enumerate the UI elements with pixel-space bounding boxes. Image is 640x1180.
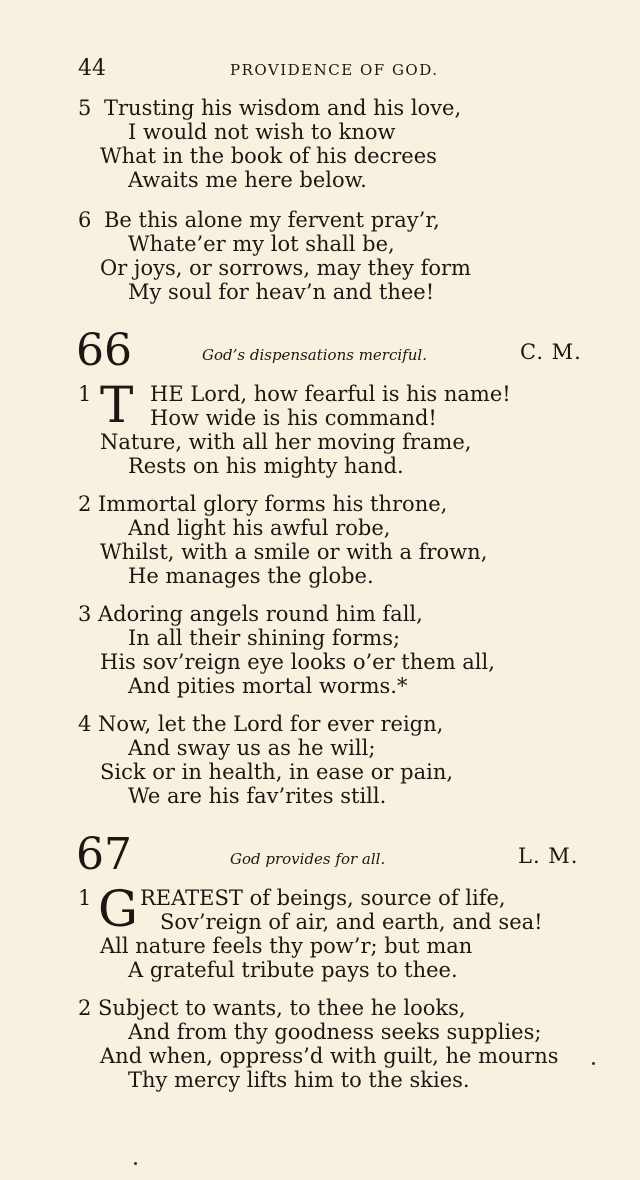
hymn-subtitle: God’s dispensations merciful. [202, 346, 427, 364]
verse-line: Awaits me here below. [128, 168, 367, 192]
verse-line: And light his awful robe, [128, 516, 391, 540]
verse-line: Sov’reign of air, and earth, and sea! [160, 910, 543, 934]
verse-line: And from thy goodness seeks supplies; [128, 1020, 542, 1044]
verse-line: HE Lord, how fearful is his name! [150, 382, 511, 406]
drop-cap: G [98, 880, 138, 938]
hymn-66-header [0, 325, 640, 378]
verse-line: In all their shining forms; [128, 626, 401, 650]
stanza-number: 1 [78, 382, 92, 406]
stanza-number: 1 [78, 886, 92, 910]
ink-speck [134, 1162, 137, 1165]
verse-line: His sov’reign eye looks o’er them all, [100, 650, 495, 674]
verse-line: What in the book of his decrees [100, 144, 437, 168]
drop-cap: T [100, 376, 134, 434]
verse-line: We are his fav’rites still. [128, 784, 387, 808]
verse-line: He manages the globe. [128, 564, 374, 588]
verse-line: And sway us as he will; [128, 736, 376, 760]
stanza-number: 3 [78, 602, 92, 626]
verse-line: Subject to wants, to thee he looks, [98, 996, 466, 1020]
verse-line: Adoring angels round him fall, [98, 602, 423, 626]
page-number: 44 [78, 56, 106, 81]
stanza-number: 2 [78, 492, 92, 516]
verse-line: Now, let the Lord for ever reign, [98, 712, 444, 736]
hymn-meter: C. M. [520, 340, 582, 364]
verse-line: Trusting his wisdom and his love, [104, 96, 462, 120]
verse-line: And when, oppress’d with guilt, he mourns [100, 1044, 559, 1068]
verse-line: Whate’er my lot shall be, [128, 232, 395, 256]
hymn-number: 67 [76, 829, 132, 880]
verse-line: Thy mercy lifts him to the skies. [128, 1068, 470, 1092]
hymn-subtitle: God provides for all. [230, 850, 386, 868]
verse-line: Rests on his mighty hand. [128, 454, 404, 478]
ink-speck [592, 1062, 595, 1065]
verse-line: Nature, with all her moving frame, [100, 430, 472, 454]
verse-line: Be this alone my fervent pray’r, [104, 208, 440, 232]
stanza-number: 4 [78, 712, 92, 736]
hymn-meter: L. M. [518, 844, 579, 868]
verse-line: Whilst, with a smile or with a frown, [100, 540, 488, 564]
verse-line: All nature feels thy pow’r; but man [100, 934, 473, 958]
verse-line: How wide is his command! [150, 406, 437, 430]
verse-line: Sick or in health, in ease or pain, [100, 760, 454, 784]
verse-line: Or joys, or sorrows, may they form [100, 256, 471, 280]
verse-line: I would not wish to know [128, 120, 396, 144]
hymn-number: 66 [76, 325, 132, 376]
stanza-number: 6 [78, 208, 92, 232]
hymn-67-header [0, 829, 640, 882]
verse-line: A grateful tribute pays to thee. [128, 958, 458, 982]
running-head [0, 56, 640, 86]
verse-line: And pities mortal worms.* [128, 674, 408, 698]
running-title: PROVIDENCE OF GOD. [230, 61, 439, 79]
verse-line: Immortal glory forms his throne, [98, 492, 448, 516]
stanza-number: 2 [78, 996, 92, 1020]
verse-line: My soul for heav’n and thee! [128, 280, 435, 304]
stanza-number: 5 [78, 96, 92, 120]
verse-line: REATEST of beings, source of life, [140, 886, 506, 910]
